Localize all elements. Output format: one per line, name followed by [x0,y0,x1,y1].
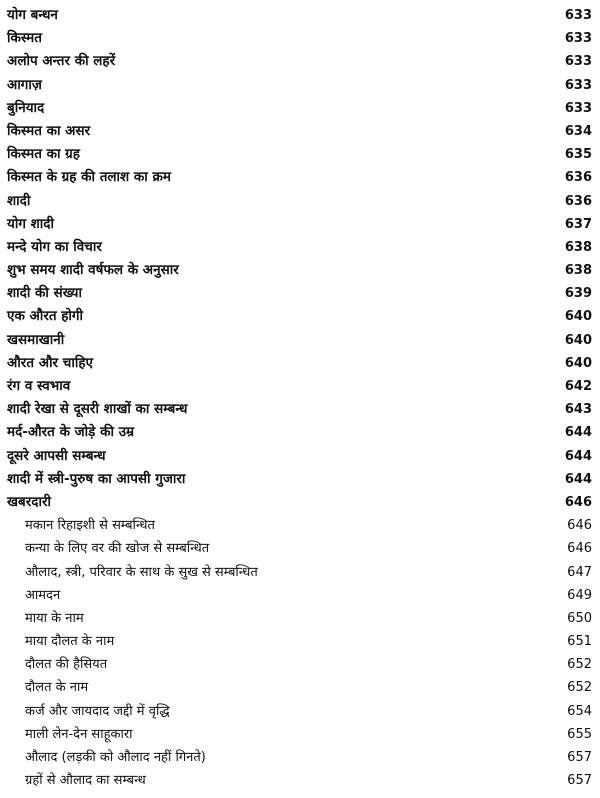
toc-entry [0,50,600,73]
toc-entry-title: शुभ समय शादी वर्षफल के अनुसार [7,262,179,279]
toc-entry-title: किस्मत का ग्रह [7,146,80,163]
toc-entry-title: शादी रेखा से दूसरी शाखों का सम्बन्ध [7,401,188,418]
toc-page-number: 637 [564,216,592,232]
toc-page-number: 633 [564,54,592,70]
toc-entry-title: मन्दे योग का विचार [7,238,102,255]
toc-entry-title: मर्द-औरत के जोड़े की उम्र [7,424,135,441]
toc-entry [0,236,600,259]
toc-entry-title: दूसरे आपसी सम्बन्ध [7,447,106,464]
toc-subentry [0,746,600,769]
toc-entry-title: शादी की संख्या [7,285,82,302]
toc-entry-title: आगाज़ [7,76,42,93]
toc-page-number: 650 [567,610,592,626]
toc-subentry [0,700,600,723]
toc-entry-title: आमदन [25,587,61,603]
toc-page-number: 633 [564,100,592,116]
toc-entry-title: एक औरत होगी [7,308,84,325]
toc-entry-title: शादी में स्त्री-पुरुष का आपसी गुजारा [7,470,186,487]
toc-page-number: 633 [564,8,592,23]
toc-page-number: 633 [564,77,592,93]
toc-subentry [0,769,600,792]
toc-entry-title: रंग व स्वभाव [7,378,71,394]
toc-subentry [0,676,600,699]
toc-entry-title: माया दौलत के नाम [25,634,115,650]
toc-entry [0,74,600,97]
toc-entry [0,120,600,143]
toc-entry-title: माया के नाम [25,610,84,626]
toc-page-number: 646 [564,494,592,510]
toc-entry-title: कर्ज और जायदाद जद्दी में वृद्धि [25,703,170,719]
toc-page-number: 652 [567,657,592,673]
toc-page-number: 646 [567,518,592,534]
toc-entry [0,329,600,352]
toc-page-number: 649 [567,587,592,603]
toc-entry-title: औलाद, स्त्री, परिवार के साथ के सुख से सम्बन्धित [25,564,258,580]
toc-page-number: 654 [567,703,592,719]
toc-entry [0,190,600,213]
toc-page-number: 644 [564,448,592,464]
toc-subentry [0,514,600,537]
toc-page-number: 644 [564,425,592,441]
toc-page-number: 657 [567,750,592,765]
toc-entry-title: अलोप अन्तर की लहरें [7,53,116,70]
toc-entry-title: खसमाखानी [7,331,65,348]
toc-subentry [0,537,600,560]
toc-page-number: 647 [567,564,592,580]
toc-page-number: 633 [564,31,592,47]
toc-entry [0,305,600,328]
toc-entry-title: किस्मत [7,30,42,47]
toc-entry [0,445,600,468]
toc-page-number: 635 [564,147,592,163]
toc-page-number: 640 [564,309,592,325]
toc-entry [0,352,600,375]
toc-entry-title: दौलत के नाम [25,680,89,696]
toc-page-number: 638 [564,239,592,255]
toc-page-number: 652 [567,680,592,696]
toc-entry [0,282,600,305]
toc-subentry [0,630,600,653]
toc-page-number: 651 [567,634,592,650]
toc-entry [0,213,600,236]
toc-entry-title: योग शादी [7,215,54,232]
toc-entry [0,166,600,189]
toc-page-number: 634 [564,123,592,139]
toc-subentry [0,607,600,630]
toc-entry [0,491,600,514]
toc-entry-title: शादी [7,192,31,209]
toc-entry-title: दौलत की हैसियत [25,657,108,673]
toc-entry-title: माली लेन-देन साहूकारा [25,726,133,742]
toc-entry-title: किस्मत का असर [7,122,91,139]
toc-entry [0,4,600,27]
toc-entry-title: औलाद (लड़की को औलाद नहीं गिनते) [25,750,206,765]
toc-page-number: 657 [567,773,592,789]
toc-entry [0,259,600,282]
toc-entry [0,27,600,50]
toc-entry-title: खबरदारी [7,493,51,510]
toc-entry-title: औरत और चाहिए [7,354,93,371]
toc-subentry [0,653,600,676]
toc-page-number: 639 [564,286,592,302]
toc-page-number: 638 [564,263,592,279]
toc-page-number: 643 [564,402,592,418]
toc-entry-title: योग बन्धन [7,7,58,23]
toc-entry [0,375,600,398]
toc-entry [0,143,600,166]
toc-page-number: 640 [564,332,592,348]
toc-entry [0,398,600,421]
toc-subentry [0,561,600,584]
toc-subentry [0,584,600,607]
toc-entry [0,421,600,444]
table-of-contents [0,4,600,792]
toc-page-number: 646 [567,541,592,557]
toc-page-number: 636 [564,193,592,209]
toc-page-number: 640 [564,355,592,371]
toc-page-number: 644 [564,471,592,487]
toc-page-number: 642 [564,379,592,394]
toc-subentry [0,723,600,746]
toc-entry-title: कन्या के लिए वर की खोज से सम्बन्धित [25,541,210,557]
toc-entry-title: ग्रहों से औलाद का सम्बन्ध [25,773,146,789]
toc-entry-title: मकान रिहाइशी से सम्बन्धित [25,518,155,534]
toc-entry [0,468,600,491]
toc-entry-title: बुनियाद [7,99,45,116]
toc-page-number: 636 [564,170,592,186]
toc-entry [0,97,600,120]
toc-entry-title: किस्मत के ग्रह की तलाश का क्रम [7,169,171,186]
toc-page-number: 655 [567,726,592,742]
